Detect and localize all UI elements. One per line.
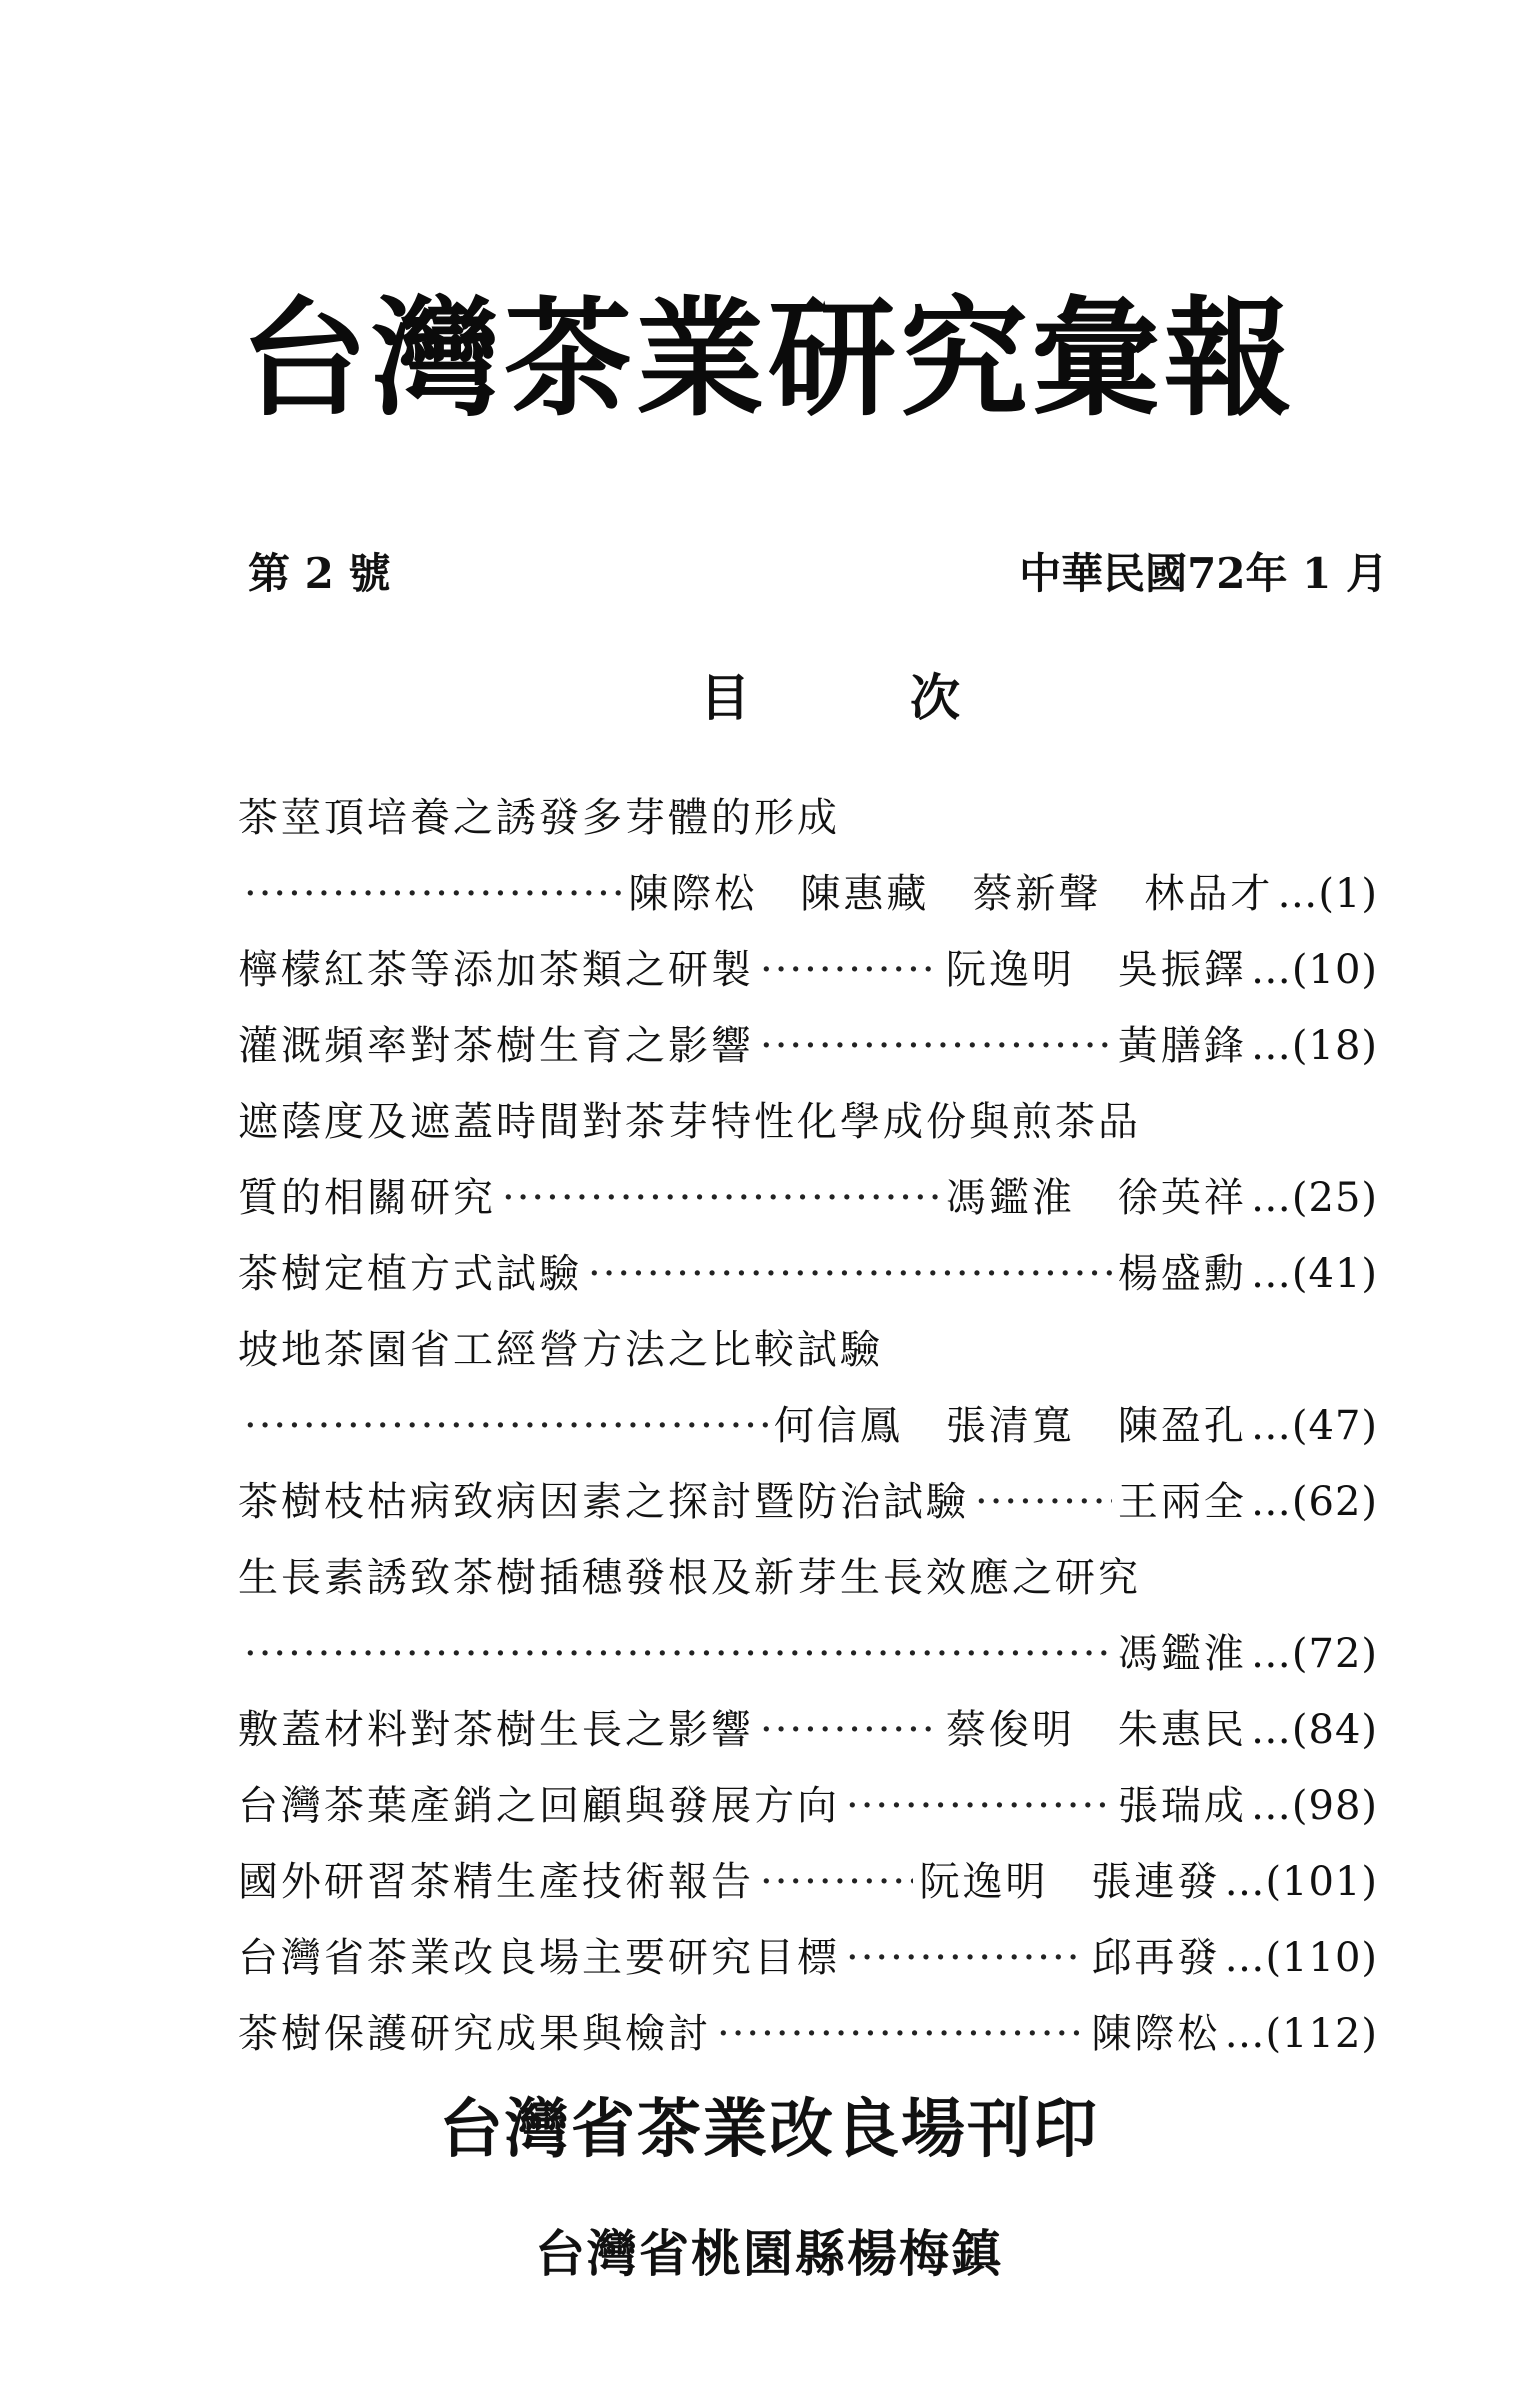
toc-authors: 阮逸明 張連發 (919, 1859, 1221, 1905)
toc-page: …(25) (1250, 1175, 1378, 1221)
toc-line (238, 1692, 1378, 1768)
toc-title: 生長素誘致茶樹插穗發根及新芽生長效應之研究 (238, 1555, 1141, 1601)
leader-dots (244, 1388, 768, 1464)
toc-authors: 何信鳳 張清寬 陳盈孔 (773, 1403, 1247, 1449)
publication-date: 中華民國72年 1 月 (1019, 549, 1388, 598)
toc-title: 台灣茶葉產銷之回顧與發展方向 (238, 1783, 840, 1829)
toc-authors: 張瑞成 (1117, 1783, 1247, 1829)
toc-line (238, 1160, 1378, 1236)
toc-page: …(10) (1250, 947, 1378, 993)
toc-line (238, 780, 1378, 856)
leader-dots (760, 1692, 940, 1768)
toc-line (238, 1920, 1378, 1996)
toc-heading-char: 次 (910, 668, 960, 727)
toc-line (238, 1996, 1378, 2072)
toc-line (238, 1312, 1378, 1388)
leader-dots (760, 1844, 913, 1920)
toc-title: 坡地茶園省工經營方法之比較試驗 (238, 1327, 883, 1373)
toc-authors: 陳際松 陳惠藏 蔡新聲 林品才 (628, 871, 1274, 917)
journal-title: 台灣茶業研究彙報 (240, 285, 1297, 434)
toc-title: 質的相關研究 (238, 1175, 496, 1221)
publisher: 台灣省茶業改良場刊印 (439, 2092, 1099, 2167)
toc-line (238, 1008, 1378, 1084)
toc-page: …(47) (1250, 1403, 1378, 1449)
toc-line (238, 1084, 1378, 1160)
toc-title: 茶樹枝枯病致病因素之探討暨防治試驗 (238, 1479, 969, 1525)
toc-page: …(101) (1224, 1859, 1378, 1905)
toc-line (238, 1844, 1378, 1920)
leader-dots (588, 1236, 1112, 1312)
toc-title: 檸檬紅茶等添加茶類之研製 (238, 947, 754, 993)
toc-title: 台灣省茶業改良場主要研究目標 (238, 1935, 840, 1981)
toc-page: …(18) (1250, 1023, 1378, 1069)
leader-dots (846, 1920, 1085, 1996)
leader-dots (244, 856, 622, 932)
toc-line (238, 1388, 1378, 1464)
leader-dots (717, 1996, 1085, 2072)
toc-authors: 馮鑑淮 徐英祥 (945, 1175, 1247, 1221)
publisher-address: 台灣省桃園縣楊梅鎮 (535, 2224, 1003, 2283)
table-of-contents (238, 780, 1378, 2072)
leader-dots (760, 1008, 1112, 1084)
toc-line (238, 1540, 1378, 1616)
toc-line (238, 1236, 1378, 1312)
leader-dots (502, 1160, 940, 1236)
leader-dots (760, 932, 940, 1008)
toc-authors: 蔡俊明 朱惠民 (945, 1707, 1247, 1753)
toc-title: 茶樹保護研究成果與檢討 (238, 2011, 711, 2057)
leader-dots (846, 1768, 1112, 1844)
toc-page: …(62) (1250, 1479, 1378, 1525)
toc-authors: 阮逸明 吳振鐸 (945, 947, 1247, 993)
toc-page: …(41) (1250, 1251, 1378, 1297)
toc-title: 灌溉頻率對茶樹生育之影響 (238, 1023, 754, 1069)
toc-line (238, 856, 1378, 932)
toc-title: 遮蔭度及遮蓋時間對茶芽特性化學成份與煎茶品 (238, 1099, 1141, 1145)
toc-authors: 陳際松 (1091, 2011, 1221, 2057)
toc-authors: 馮鑑淮 (1117, 1631, 1247, 1677)
issue-number: 第 2 號 (248, 549, 391, 598)
toc-line (238, 1464, 1378, 1540)
toc-authors: 王兩全 (1117, 1479, 1247, 1525)
toc-line (238, 932, 1378, 1008)
toc-page: …(110) (1224, 1935, 1378, 1981)
toc-authors: 楊盛勳 (1117, 1251, 1247, 1297)
toc-title: 敷蓋材料對茶樹生長之影響 (238, 1707, 754, 1753)
toc-heading (700, 668, 960, 728)
toc-line (238, 1768, 1378, 1844)
toc-title: 茶樹定植方式試驗 (238, 1251, 582, 1297)
toc-page: …(84) (1250, 1707, 1378, 1753)
toc-page: …(98) (1250, 1783, 1378, 1829)
toc-heading-char: 目 (700, 668, 750, 727)
toc-title: 茶莖頂培養之誘發多芽體的形成 (238, 795, 840, 841)
toc-page: …(72) (1250, 1631, 1378, 1677)
toc-authors: 邱再發 (1091, 1935, 1221, 1981)
toc-page: …(1) (1277, 871, 1378, 917)
toc-title: 國外研習茶精生產技術報告 (238, 1859, 754, 1905)
toc-authors: 黃膳鋒 (1117, 1023, 1247, 1069)
toc-page: …(112) (1224, 2011, 1378, 2057)
toc-line (238, 1616, 1378, 1692)
leader-dots (975, 1464, 1112, 1540)
leader-dots (244, 1616, 1112, 1692)
